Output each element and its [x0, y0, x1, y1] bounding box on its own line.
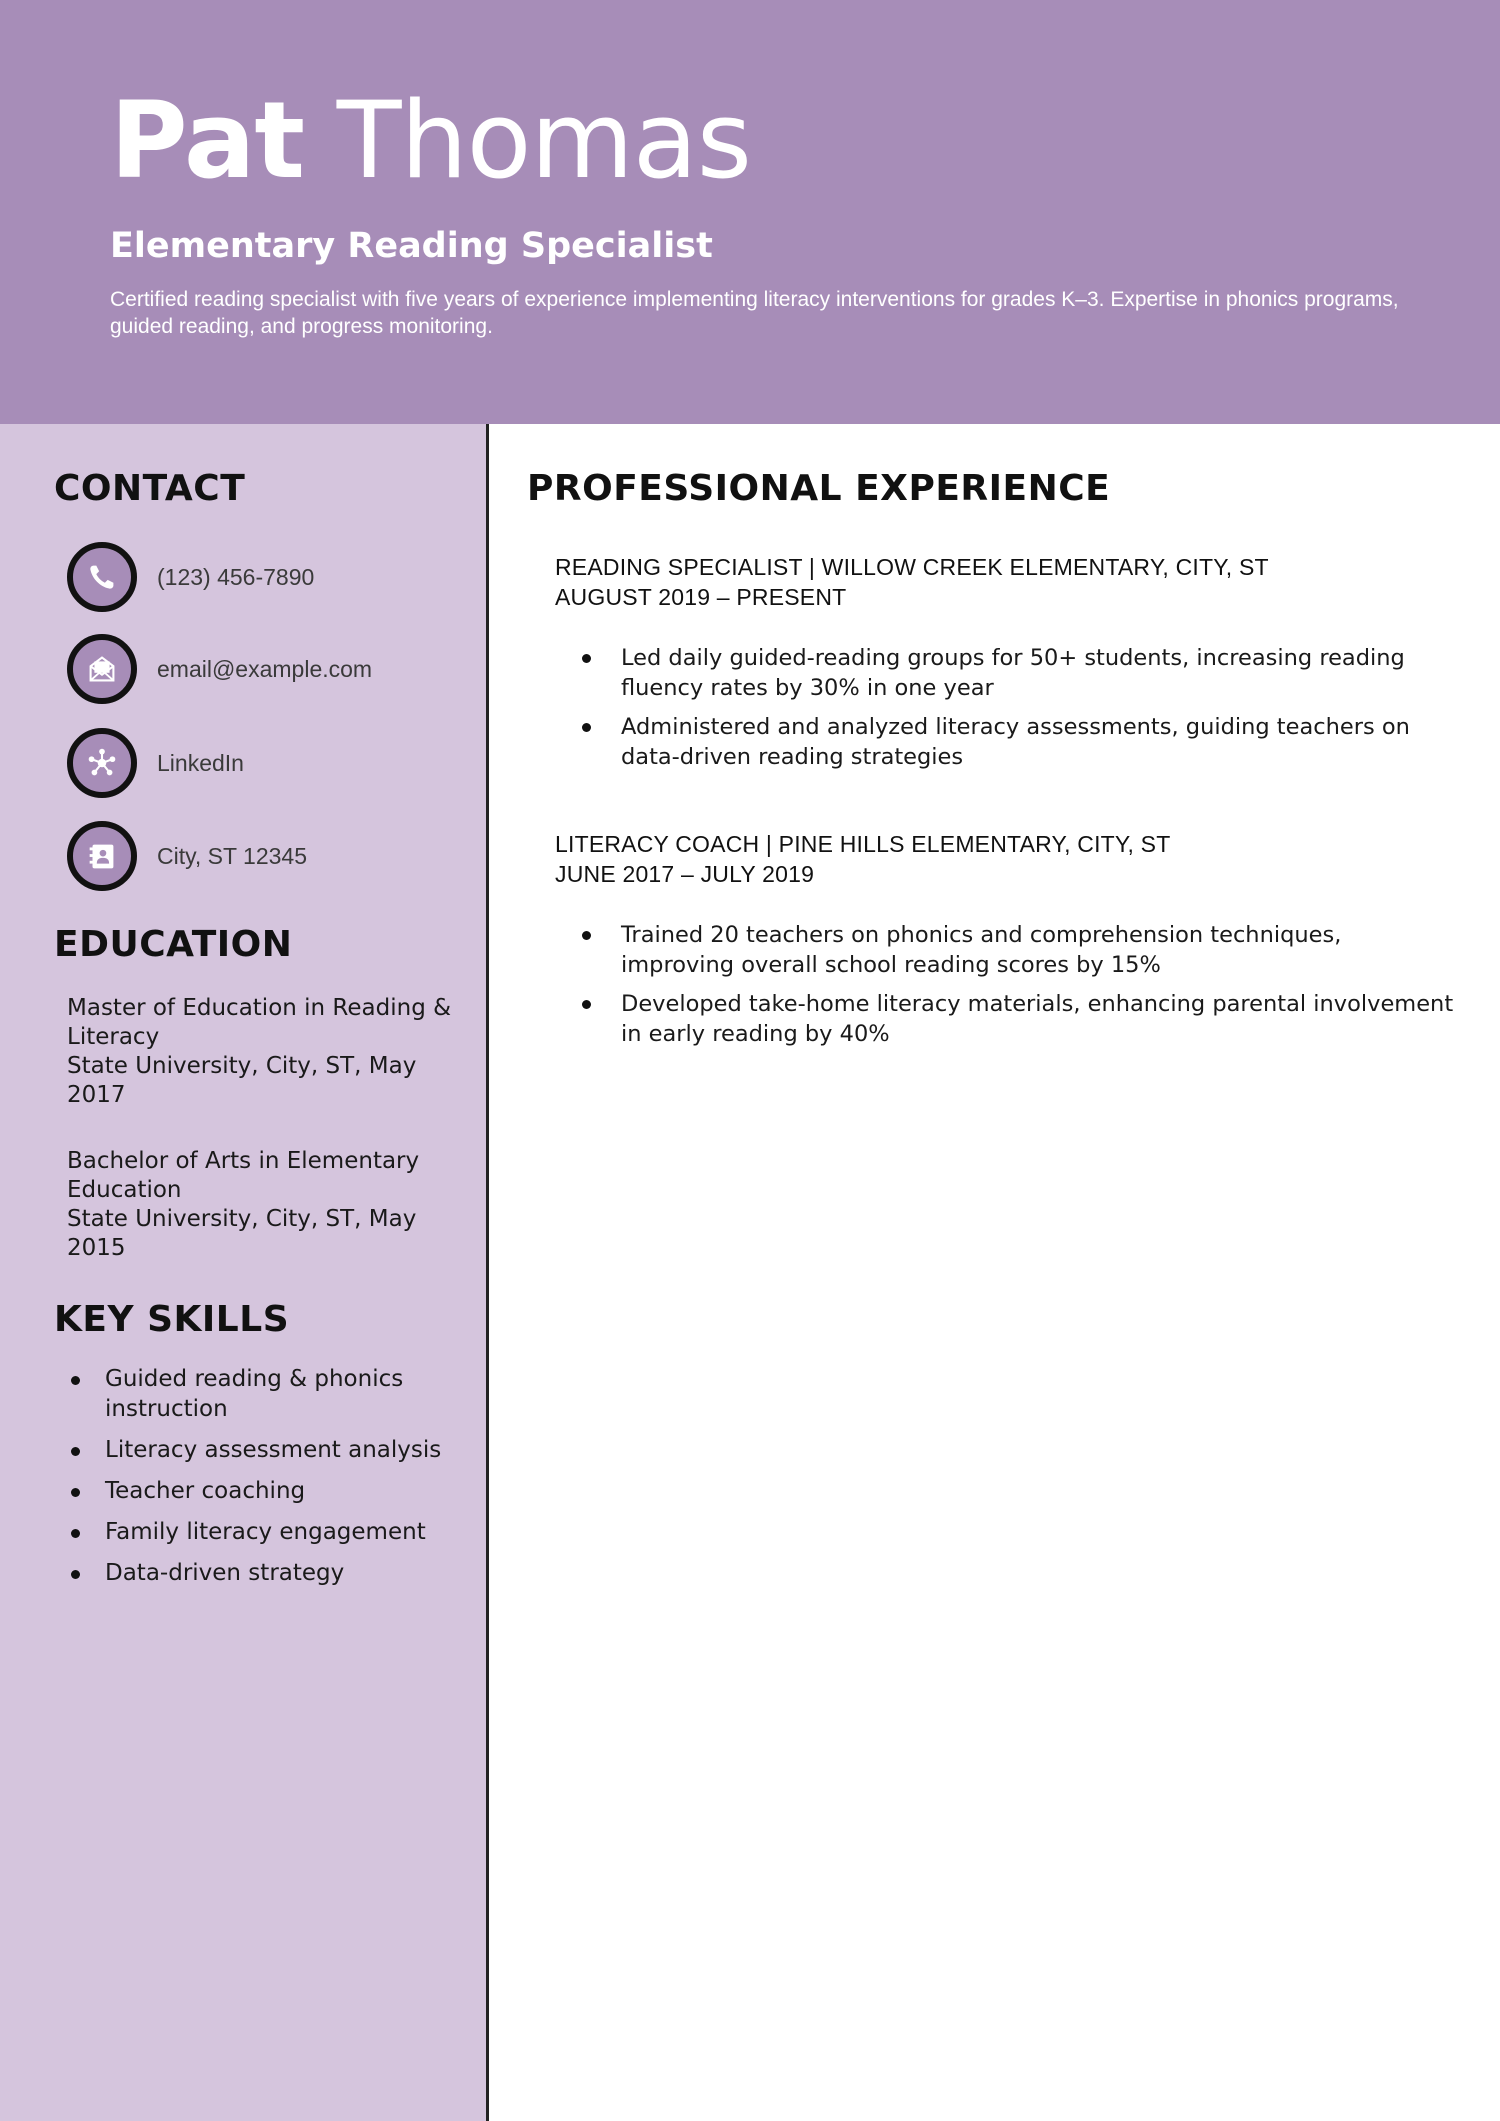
contact-phone — [67, 542, 314, 612]
job-dates: AUGUST 2019 – PRESENT — [555, 584, 847, 610]
job-entry — [555, 829, 1455, 1058]
sidebar — [0, 424, 489, 2121]
main-content — [492, 424, 1500, 2121]
degree-name: Bachelor of Arts in Elementary Education — [67, 1148, 420, 1203]
skills-heading: KEY SKILLS — [54, 1299, 290, 1340]
contact-heading: CONTACT — [54, 468, 246, 509]
skill-item: Literacy assessment analysis — [67, 1435, 477, 1465]
job-bullet: Trained 20 teachers on phonics and comprehension techniques, improving overall school reading scores by 15% — [555, 920, 1455, 980]
job-bullets — [555, 920, 1455, 1049]
job-bullet: Administered and analyzed literacy assessments, guiding teachers on data-driven reading strategies — [555, 712, 1455, 772]
professional-summary: Certified reading specialist with five years of experience implementing literacy interventions for grades K–3. Expertise in phonics programs, guided reading, and progress monitoring. — [110, 288, 1399, 338]
first-name: Pat — [110, 79, 305, 202]
job-bullet: Led daily guided-reading groups for 50+ students, increasing reading fluency rates by 30% in one year — [555, 643, 1455, 703]
skill-item: Guided reading & phonics instruction — [67, 1364, 477, 1424]
city-state-zip: City, ST 12345 — [157, 842, 308, 869]
job-role-line: READING SPECIALIST | WILLOW CREEK ELEMENTARY, CITY, ST — [555, 554, 1269, 580]
phone-icon — [67, 542, 137, 612]
job-title: Elementary Reading Specialist — [110, 226, 713, 266]
network-icon — [67, 728, 137, 798]
skill-item: Data-driven strategy — [67, 1558, 477, 1588]
skill-item: Teacher coaching — [67, 1476, 477, 1506]
degree-name: Master of Education in Reading & Literacy — [67, 995, 452, 1050]
contact-linkedin — [67, 728, 244, 798]
skill-item: Family literacy engagement — [67, 1517, 477, 1547]
education-heading: EDUCATION — [54, 924, 293, 965]
linkedin-link[interactable]: LinkedIn — [157, 749, 244, 776]
school-info: State University, City, ST, May 2015 — [67, 1206, 417, 1261]
phone-number: (123) 456-7890 — [157, 563, 315, 590]
education-entry — [67, 994, 467, 1110]
education-entry — [67, 1147, 467, 1263]
candidate-name — [110, 79, 1390, 202]
job-bullets — [555, 643, 1455, 772]
resume-header — [0, 0, 1500, 424]
experience-heading: PROFESSIONAL EXPERIENCE — [527, 468, 1111, 509]
job-bullet: Developed take-home literacy materials, enhancing parental involvement in early reading by 40% — [555, 989, 1455, 1049]
contact-address — [67, 821, 307, 891]
school-info: State University, City, ST, May 2017 — [67, 1053, 417, 1108]
last-name: Thomas — [336, 79, 751, 202]
job-role-line: LITERACY COACH | PINE HILLS ELEMENTARY, CITY, ST — [555, 831, 1171, 857]
skills-list — [67, 1364, 477, 1599]
contact-email — [67, 634, 372, 704]
envelope-icon — [67, 634, 137, 704]
job-entry — [555, 552, 1455, 781]
job-dates: JUNE 2017 – JULY 2019 — [555, 861, 815, 887]
address-book-icon — [67, 821, 137, 891]
email-address: email@example.com — [157, 655, 373, 682]
